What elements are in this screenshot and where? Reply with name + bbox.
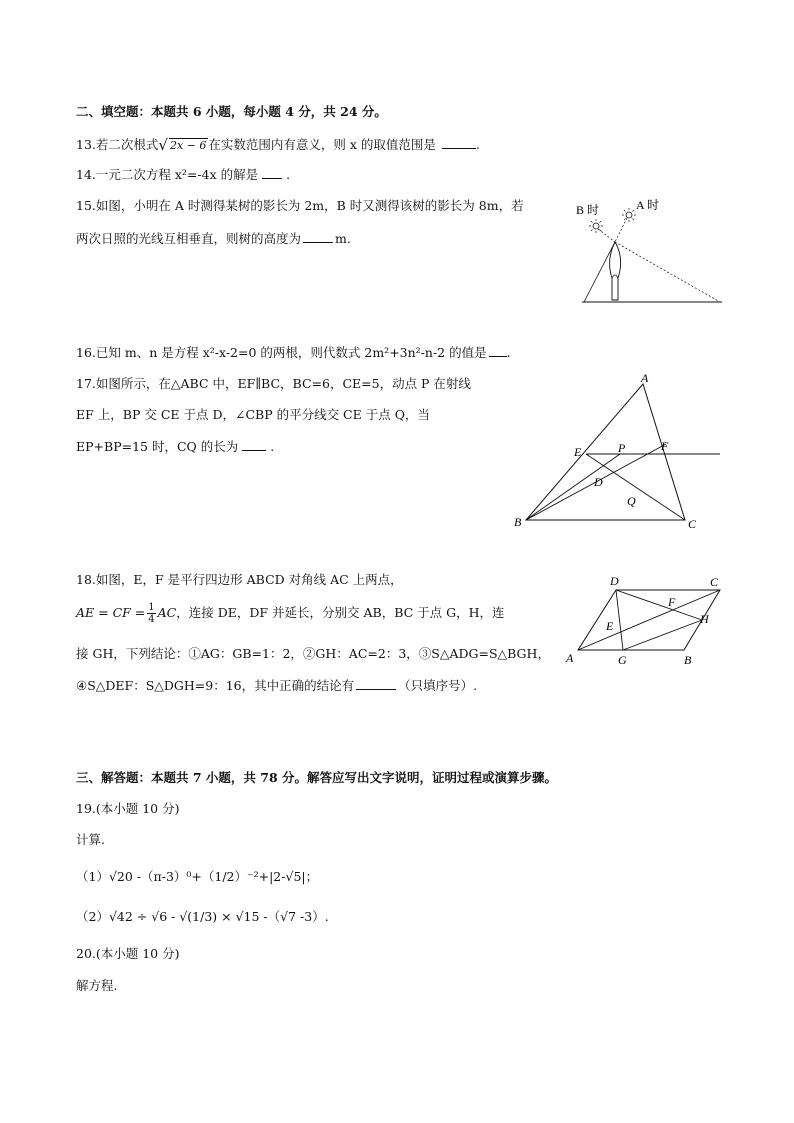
question-end: .	[286, 167, 291, 182]
question-17-line-1	[76, 376, 471, 392]
label-b: B	[684, 653, 692, 667]
formula-right: AC	[157, 605, 177, 620]
label-g: G	[618, 653, 627, 667]
tree-shadow-figure	[572, 196, 728, 308]
fraction-denominator: 4	[148, 614, 155, 625]
answer-blank	[442, 136, 476, 149]
question-18-line-4	[76, 677, 477, 694]
question-16	[76, 344, 511, 361]
segment-dg	[616, 590, 623, 650]
question-13	[76, 136, 480, 153]
question-end: .	[506, 345, 511, 360]
parallelogram-figure	[560, 572, 730, 672]
label-d: D	[610, 574, 619, 588]
question-14	[76, 166, 290, 183]
question-15-line-2	[76, 230, 351, 247]
question-20-intro: 解方程.	[76, 978, 118, 993]
label-c: C	[710, 575, 719, 589]
question-19-title: 19.(本小题 10 分)	[76, 801, 180, 816]
question-19-part-1: （1）√20 -（π-3）⁰+（1/2）⁻²+|2-√5|；	[76, 869, 319, 884]
question-text: EF 上，BP 交 CE 于点 D，∠CBP 的平分线交 CE 于点 Q，当	[76, 407, 430, 422]
shadow-ray-right	[615, 242, 720, 302]
segment-bp	[526, 454, 620, 520]
question-17-line-2	[76, 407, 430, 423]
question-19-intro: 计算.	[76, 832, 105, 847]
label-b: B	[514, 515, 522, 529]
question-text: 若二次根式	[95, 137, 159, 152]
question-number: 14.	[76, 167, 96, 182]
label-b-time: B 时	[576, 203, 600, 217]
question-number: 17.	[76, 376, 96, 391]
question-text: 如图，E，F 是平行四边形 ABCD 对角线 AC 上两点，	[95, 572, 403, 587]
radical-sign: √	[158, 136, 168, 154]
answer-blank	[303, 230, 333, 243]
label-a: A	[641, 372, 649, 385]
label-a: A	[566, 651, 574, 665]
tree-icon	[610, 242, 621, 300]
question-text: ，连接 DE，DF 并延长，分别交 AB，BC 于点 G，H，连	[176, 605, 505, 620]
section-heading-2: 二、填空题：本题共 6 小题，每小题 4 分，共 24 分。	[76, 104, 387, 119]
question-number: 13.	[76, 137, 96, 152]
question-text: 在实数范围内有意义，则 x 的取值范围是	[208, 137, 436, 152]
triangle-abc-figure	[508, 372, 730, 534]
question-17-line-3	[76, 438, 274, 455]
diagonal-ac	[578, 590, 720, 650]
question-number: 15.	[76, 198, 96, 213]
question-text: 已知 m、n 是方程 x²-x-2=0 的两根，则代数式 2m²+3n²-n-2 的值是	[95, 345, 487, 360]
question-18-line-3	[76, 646, 550, 662]
light-ray-a	[615, 218, 627, 242]
question-18-line-1	[76, 572, 403, 588]
fraction-one-quarter	[147, 602, 155, 625]
question-text: 接 GH，下列结论：①AG：GB=1：2，②GH：AC=2：3，③S△ADG=S△BGH，	[76, 646, 550, 661]
section-heading-3: 三、解答题：本题共 7 小题，共 78 分。解答应写出文字说明，证明过程或演算步骤。	[76, 770, 558, 785]
label-h: H	[700, 612, 709, 626]
question-text: 两次日照的光线互相垂直，则树的高度为	[76, 231, 302, 246]
label-f: F	[668, 595, 676, 609]
label-d: D	[594, 475, 603, 489]
question-end: .	[270, 439, 275, 454]
label-p: P	[618, 441, 626, 455]
label-q: Q	[627, 494, 636, 508]
question-20-title: 20.(本小题 10 分)	[76, 946, 180, 961]
question-18-line-2	[76, 602, 505, 625]
question-text: EP+BP=15 时，CQ 的长为	[76, 439, 239, 454]
label-f: F	[661, 439, 669, 453]
radicand: 2x − 6	[169, 139, 207, 152]
label-e: E	[574, 445, 582, 459]
label-c: C	[688, 517, 697, 531]
answer-blank	[242, 438, 266, 451]
sun-icon	[622, 208, 636, 222]
question-text: 一元二次方程 x²=-4x 的解是	[95, 167, 259, 182]
question-number: 18.	[76, 572, 96, 587]
question-end: m.	[335, 231, 351, 246]
segment-gh	[623, 620, 702, 650]
sun-icon	[589, 219, 603, 233]
formula-left: AE = CF =	[76, 605, 146, 620]
label-e: E	[606, 619, 614, 633]
question-end: （只填序号）.	[398, 678, 478, 693]
question-15-line-1	[76, 198, 524, 214]
question-text: ④S△DEF：S△DGH=9：16，其中正确的结论有	[76, 678, 355, 693]
question-19-part-2: （2）√42 ÷ √6 - √(1/3) × √15 -（√7 -3）.	[76, 909, 329, 924]
question-number: 16.	[76, 345, 96, 360]
question-text: 如图，小明在 A 时测得某树的影长为 2m，B 时又测得该树的影长为 8m，若	[95, 198, 524, 213]
question-text: 如图所示，在△ABC 中，EF∥BC，BC=6，CE=5，动点 P 在射线	[95, 376, 471, 391]
fraction-numerator: 1	[148, 602, 155, 613]
label-a-time: A 时	[636, 198, 660, 212]
answer-blank	[356, 677, 396, 690]
answer-blank	[262, 166, 282, 179]
answer-blank	[489, 344, 507, 357]
question-end: .	[475, 137, 480, 152]
